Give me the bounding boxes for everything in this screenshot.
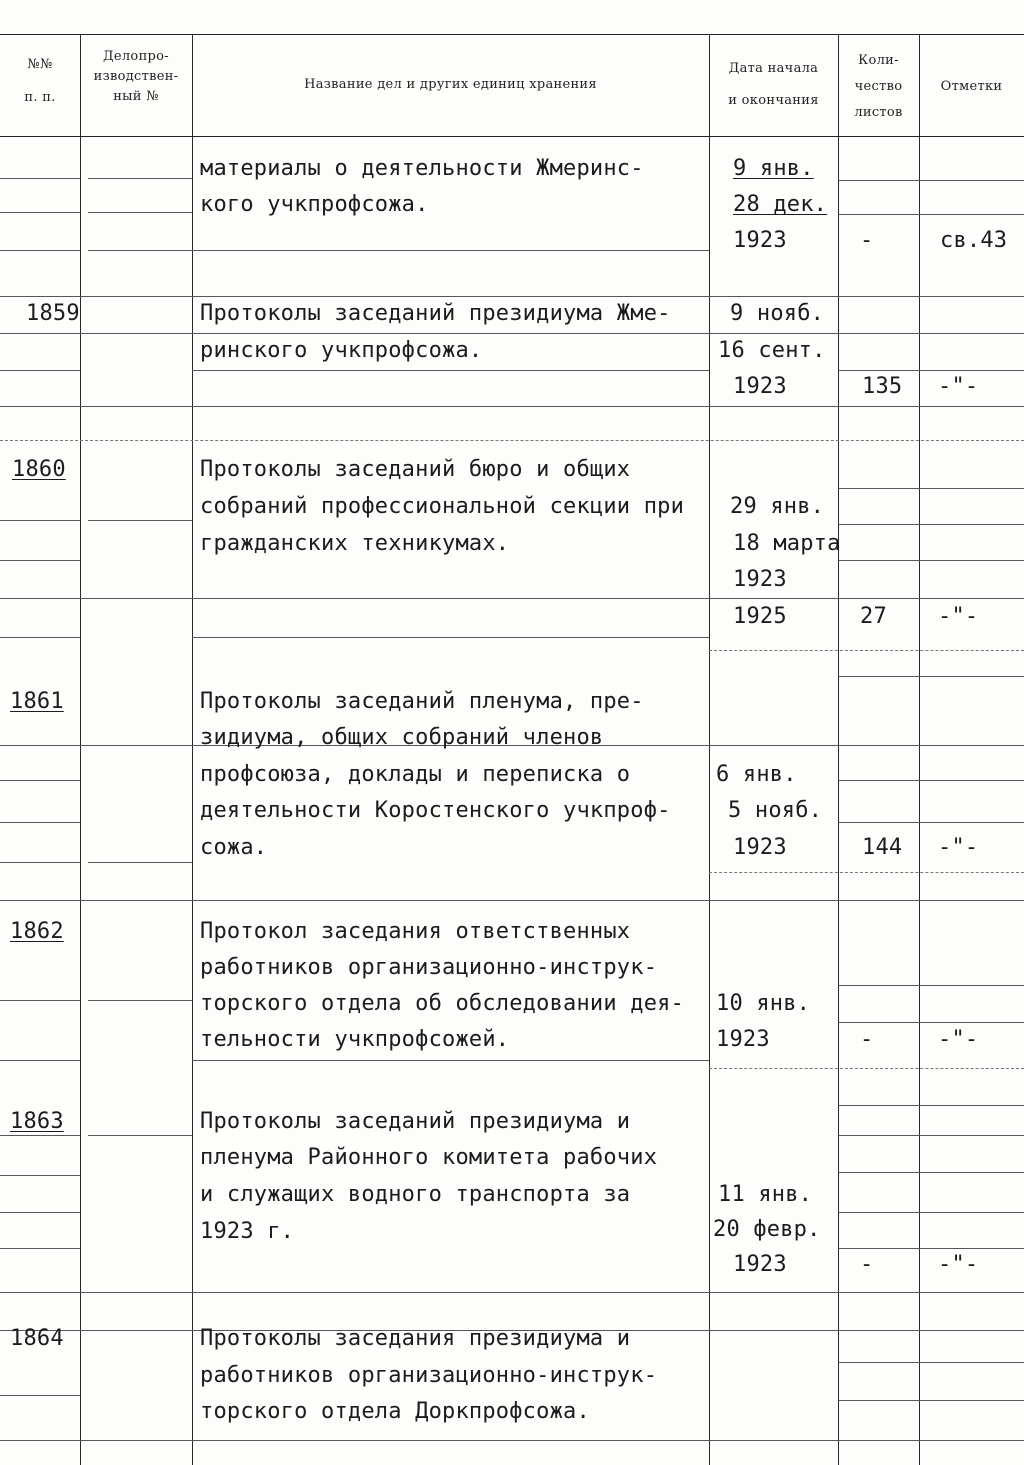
record-title-line: Протоколы заседаний президиума и bbox=[200, 1109, 631, 1134]
record-sheets: 135 bbox=[862, 374, 903, 399]
record-title-line: зидиума, общих собраний членов bbox=[200, 725, 604, 750]
record-number: 1864 bbox=[10, 1326, 64, 1351]
record-title-line: торского отдела об обследовании дея- bbox=[200, 991, 685, 1016]
record-date: 28 дек. bbox=[733, 192, 828, 217]
record-title-line: торского отдела Доркпрофсожа. bbox=[200, 1399, 590, 1424]
header-notes: Отметки bbox=[940, 79, 1003, 94]
record-date: 29 янв. bbox=[730, 494, 825, 519]
record-notes: -"- bbox=[938, 374, 979, 399]
record-title-line: деятельности Коростенского учкпроф- bbox=[200, 798, 671, 823]
record-title-line: Протоколы заседаний бюро и общих bbox=[200, 457, 631, 482]
record-title-line: Протокол заседания ответственных bbox=[200, 919, 631, 944]
record-notes: св.43 bbox=[940, 228, 1008, 253]
record-date: 10 янв. bbox=[716, 991, 811, 1016]
record-date: 20 февр. bbox=[713, 1217, 821, 1242]
record-title-line: и служащих водного транспорта за bbox=[200, 1182, 631, 1207]
record-title-line: Протоколы заседаний пленума, пре- bbox=[200, 689, 644, 714]
header-bottom-border bbox=[0, 136, 1024, 137]
record-year: 1923 bbox=[733, 835, 787, 860]
record-number: 1863 bbox=[10, 1109, 64, 1134]
record-number: 1862 bbox=[10, 919, 64, 944]
record-notes: -"- bbox=[938, 1252, 979, 1277]
header-top-border bbox=[0, 34, 1024, 35]
record-date: 18 марта bbox=[733, 531, 841, 556]
record-date: 6 янв. bbox=[716, 762, 797, 787]
record-title-line: работников организационно-инструк- bbox=[200, 955, 658, 980]
record-number: 1861 bbox=[10, 689, 64, 714]
record-year: 1923 bbox=[733, 374, 787, 399]
record-title-line: тельности учкпрофсожей. bbox=[200, 1027, 510, 1052]
record-notes: -"- bbox=[938, 835, 979, 860]
record-title-line: сожа. bbox=[200, 835, 268, 860]
header-sheets: Коли- чество листов bbox=[854, 53, 903, 120]
record-title-line: работников организационно-инструк- bbox=[200, 1363, 658, 1388]
record-year: 1923 bbox=[733, 1252, 787, 1277]
record-title-line: 1923 г. bbox=[200, 1219, 295, 1244]
record-notes: -"- bbox=[938, 604, 979, 629]
record-title-line: кого учкпрофсожа. bbox=[200, 192, 429, 217]
column-divider bbox=[192, 34, 193, 1465]
record-title-line: профсоюза, доклады и переписка о bbox=[200, 762, 631, 787]
record-title-line: гражданских техникумах. bbox=[200, 531, 510, 556]
record-sheets: 144 bbox=[862, 835, 903, 860]
record-title-line: собраний профессиональной секции при bbox=[200, 494, 685, 519]
record-year: 1923 bbox=[716, 1027, 770, 1052]
header-number: №№ п. п. bbox=[24, 57, 56, 105]
record-title-line: ринского учкпрофсожа. bbox=[200, 338, 483, 363]
record-title-line: пленума Районного комитета рабочих bbox=[200, 1145, 658, 1170]
column-divider bbox=[919, 34, 920, 1465]
record-date: 5 нояб. bbox=[728, 798, 823, 823]
record-date: 16 сент. bbox=[718, 338, 826, 363]
record-title-line: Протоколы заседаний президиума Жме- bbox=[200, 301, 671, 326]
record-number: 1859 bbox=[26, 301, 80, 326]
record-number: 1860 bbox=[12, 457, 66, 482]
column-divider bbox=[80, 34, 81, 1465]
record-sheets: - bbox=[860, 228, 874, 253]
record-year: 1925 bbox=[733, 604, 787, 629]
record-title-line: Протоколы заседания президиума и bbox=[200, 1326, 631, 1351]
column-divider bbox=[838, 34, 839, 1465]
record-date: 11 янв. bbox=[718, 1182, 813, 1207]
record-sheets: 27 bbox=[860, 604, 887, 629]
record-year: 1923 bbox=[733, 567, 787, 592]
record-year: 1923 bbox=[733, 228, 787, 253]
header-title: Название дел и других единиц хранения bbox=[304, 77, 597, 92]
record-date: 9 янв. bbox=[733, 156, 814, 181]
header-office-number: Делопро- изводствен- ный № bbox=[93, 49, 179, 104]
record-notes: -"- bbox=[938, 1027, 979, 1052]
record-title-line: материалы о деятельности Жмеринс- bbox=[200, 156, 644, 181]
header-dates: Дата начала и окончания bbox=[728, 61, 819, 108]
column-divider bbox=[709, 34, 710, 1465]
record-sheets: - bbox=[860, 1027, 874, 1052]
record-sheets: - bbox=[860, 1252, 874, 1277]
record-date: 9 нояб. bbox=[730, 301, 825, 326]
